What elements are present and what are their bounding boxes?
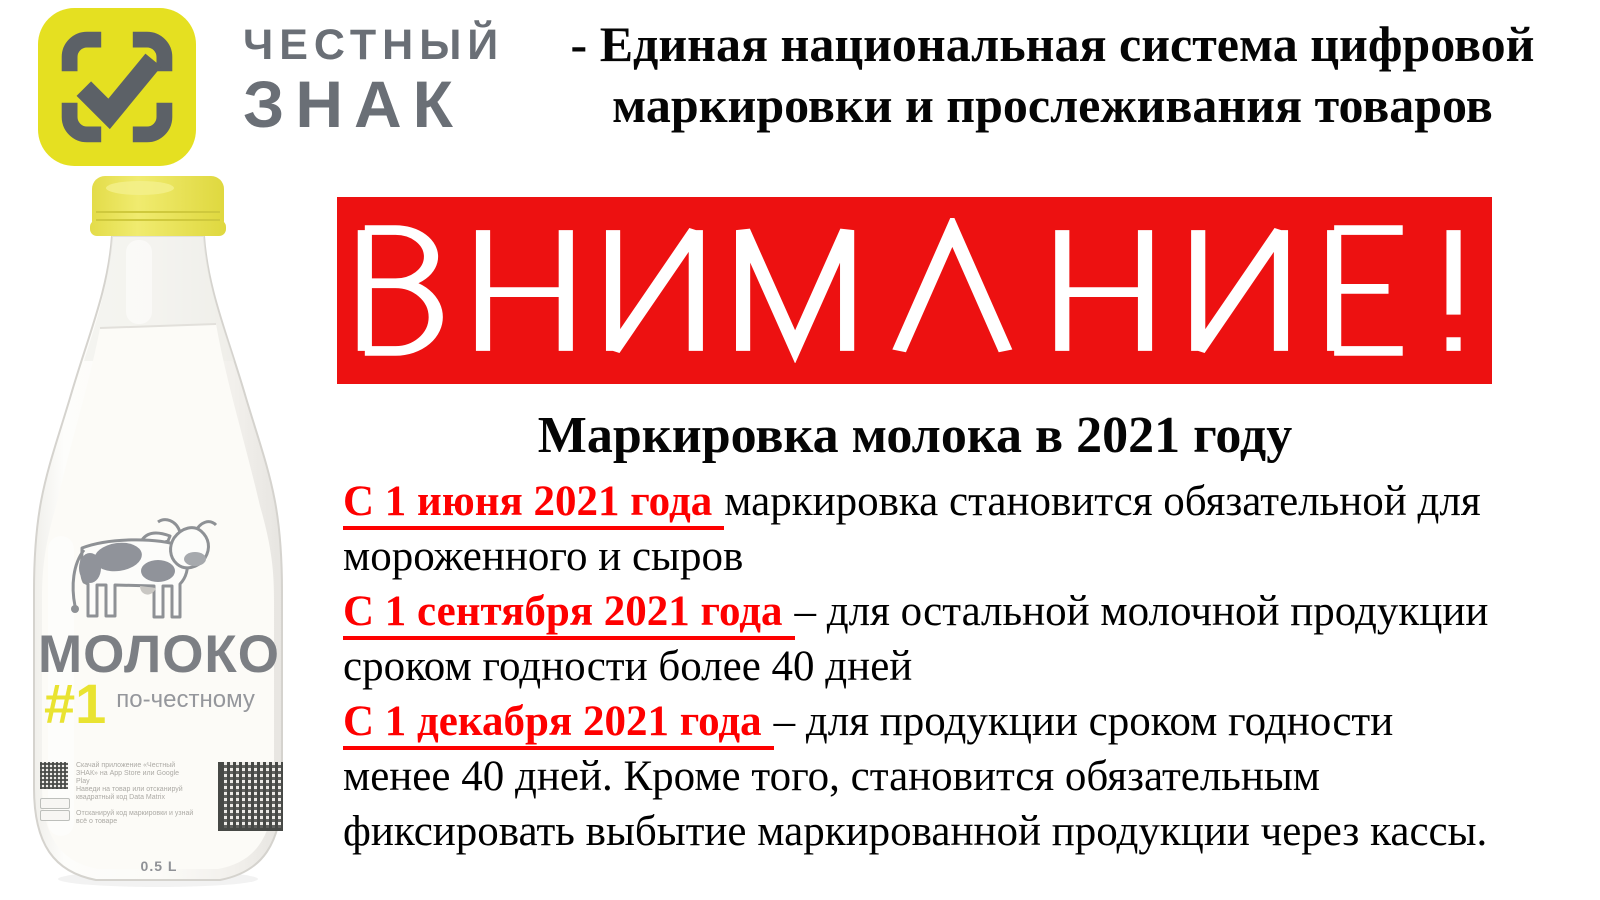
brand-wordmark-line2: ЗНАК xyxy=(243,67,464,141)
line-text: – для остальной молочной продукции xyxy=(794,588,1489,635)
product-name: МОЛОКО xyxy=(37,625,281,684)
qr-code-icon xyxy=(40,762,68,789)
body-line xyxy=(343,694,1593,749)
body-line xyxy=(343,584,1593,639)
line-text: сроком годности более 40 дней xyxy=(343,643,913,690)
milk-bottle-photo xyxy=(28,176,290,892)
attention-banner-text xyxy=(353,218,1476,363)
line-text: маркировка становится обязательной для xyxy=(724,478,1481,525)
body-line xyxy=(343,749,1593,804)
header-title-line2: маркировки и прослеживания товаров xyxy=(612,77,1493,133)
body-text xyxy=(343,474,1593,859)
datamatrix-code-icon xyxy=(218,762,283,831)
line-text: менее 40 дней. Кроме того, становится обязательным xyxy=(343,753,1321,800)
deadline-date: С 1 сентября 2021 года xyxy=(343,588,795,640)
small-print-line: Отсканируй код маркировки и узнай всё о товаре xyxy=(76,810,194,825)
body-line xyxy=(343,529,1593,584)
header-title-line1: - Единая национальная система цифровой xyxy=(570,16,1535,72)
number-one-label: #1 xyxy=(44,672,107,735)
small-print-line: Скачай приложение «Честный ЗНАК» на App Store или Google Play xyxy=(76,762,180,785)
page-title: Маркировка молока в 2021 году xyxy=(537,407,1293,464)
body-line xyxy=(343,804,1593,859)
brand-wordmark-line1: ЧЕСТНЫЙ xyxy=(243,21,505,69)
product-tagline: по-честному xyxy=(116,686,255,713)
chestny-znak-logo-icon xyxy=(38,8,196,166)
cow-illustration xyxy=(42,514,226,632)
deadline-date: С 1 декабря 2021 года xyxy=(343,698,774,750)
volume-label: 0.5 L xyxy=(140,858,178,874)
small-print-line: Наведи на товар или отсканируй квадратный код Data Matrix xyxy=(76,786,183,801)
app-store-badge-icon xyxy=(40,798,70,809)
body-line xyxy=(343,639,1593,694)
header-title xyxy=(505,14,1600,136)
deadline-date: С 1 июня 2021 года xyxy=(343,478,724,530)
line-text: – для продукции сроком годности xyxy=(773,698,1394,745)
google-play-badge-icon xyxy=(40,810,70,821)
brand-wordmark xyxy=(243,21,505,141)
line-text: фиксировать выбытие маркированной продукции через кассы. xyxy=(343,808,1488,855)
attention-banner xyxy=(337,197,1492,384)
product-number-row xyxy=(44,672,255,735)
line-text: мороженного и сыров xyxy=(343,533,744,580)
body-line xyxy=(343,474,1593,529)
